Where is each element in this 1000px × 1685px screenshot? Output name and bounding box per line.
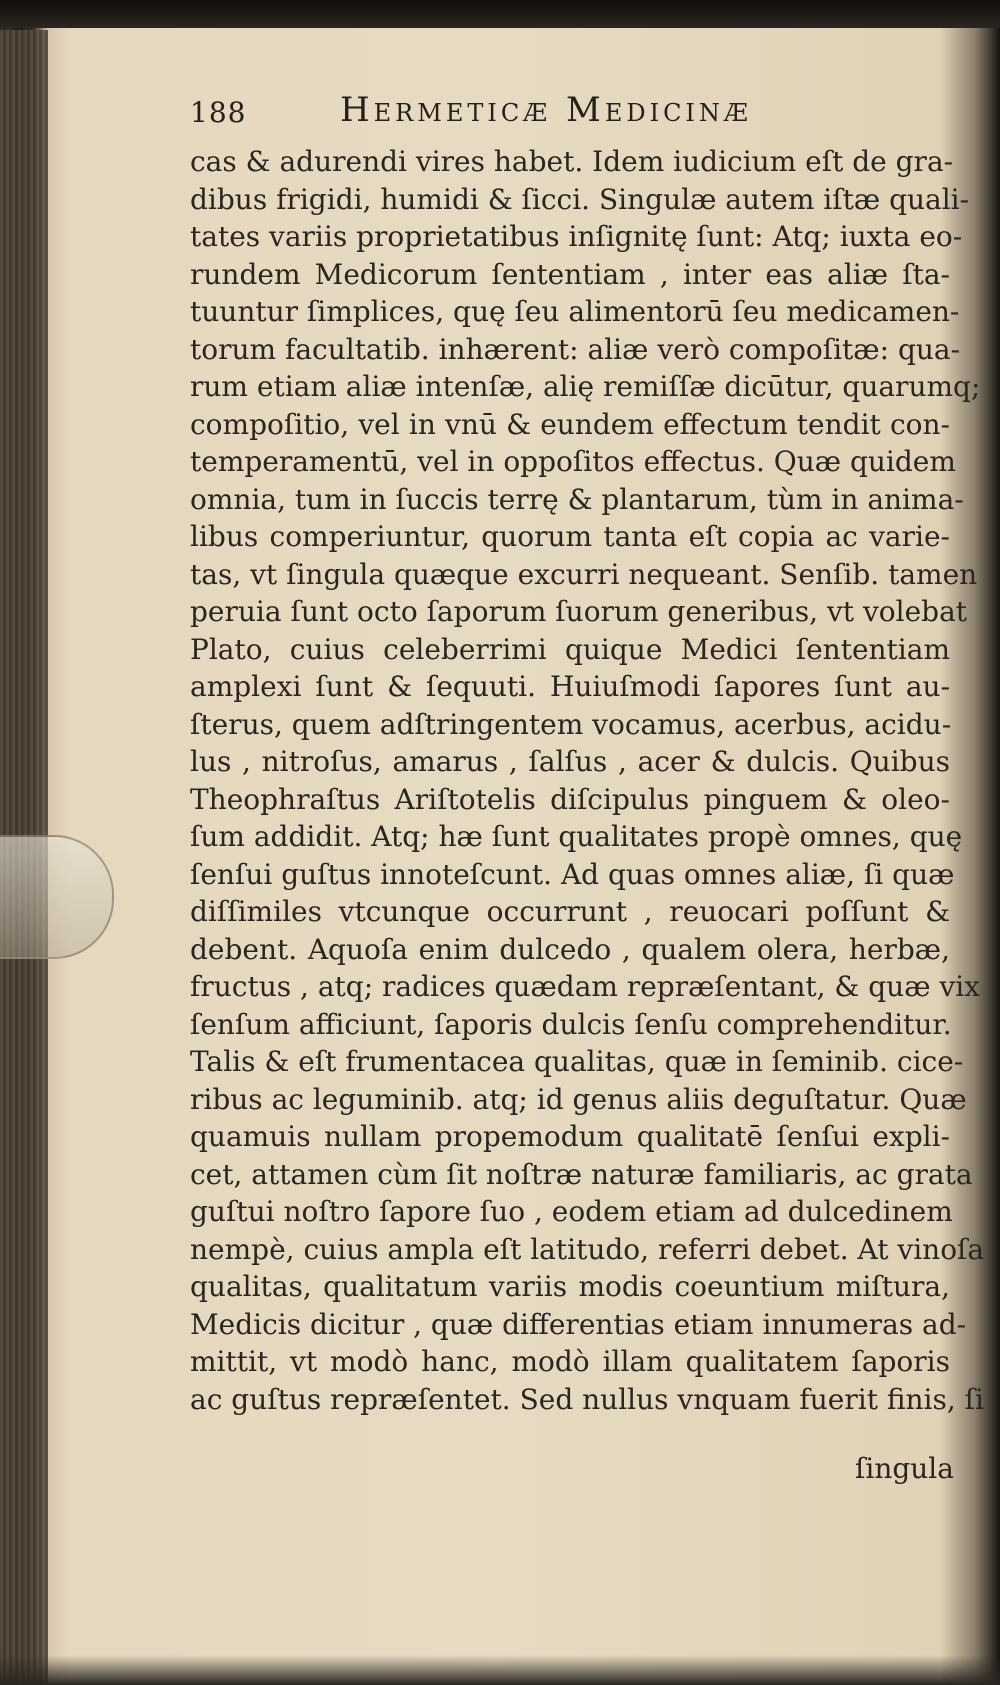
text-line: ſterus, quem adſtringentem vocamus, acerbus, acidu- xyxy=(190,707,952,741)
top-shadow xyxy=(0,0,1000,28)
text-line: cas & adurendi vires habet. Idem iudicium eſt de gra- xyxy=(190,145,954,178)
text-line: mittit, vt modò hanc, modò illam qualitatem ſaporis xyxy=(190,1345,950,1378)
text-line: tas, vt ſingula quæque excurri nequeant. Senſib. tamen xyxy=(190,557,978,591)
text-line: rundem Medicorum ſententiam , inter eas aliæ ſta- xyxy=(190,257,950,291)
text-line: peruia ſunt octo ſaporum ſuorum generibus, vt volebat xyxy=(190,595,968,628)
text-line: tates variis proprietatibus inſignitę ſunt: Atq; iuxta eo- xyxy=(190,220,963,253)
text-line: compoſitio, vel in vnū & eundem effectum tendit con- xyxy=(190,407,950,441)
text-line: Plato, cuius celeberrimi quique Medici ſententiam xyxy=(190,632,950,666)
text-line: omnia, tum in ſuccis terrę & plantarum, tùm in anima- xyxy=(190,482,964,516)
running-title: Hermeticæ Medicinæ xyxy=(340,90,752,130)
text-line: ac guſtus repræſentet. Sed nullus vnquam fuerit finis, ſi xyxy=(190,1382,984,1416)
bottom-shadow xyxy=(0,1655,1000,1685)
text-line: nempè, cuius ampla eſt latitudo, referri debet. At vinoſa xyxy=(190,1232,985,1266)
text-line: libus comperiuntur, quorum tanta eſt copia ac varie- xyxy=(190,520,950,553)
text-line: dibus frigidi, humidi & ſicci. Singulæ autem iſtæ quali- xyxy=(190,182,970,216)
text-line: lus , nitroſus, amarus , ſalſus , acer & dulcis. Quibus xyxy=(190,745,950,778)
text-line: ribus ac leguminib. atq; id genus aliis deguſtatur. Quæ xyxy=(190,1082,967,1116)
text-line: ſenſum afficiunt, ſaporis dulcis ſenſu comprehenditur. xyxy=(190,1007,952,1041)
text-line: Medicis dicitur , quæ differentias etiam innumeras ad- xyxy=(190,1307,967,1341)
text-line: tuuntur ſimplices, quę ſeu alimentorū ſeu medicamen- xyxy=(190,295,960,328)
text-line: temperamentū, vel in oppoſitos effectus. Quæ quidem xyxy=(190,445,956,478)
catchword: ſingula xyxy=(855,1452,954,1485)
text-line: Theophraſtus Ariſtotelis diſcipulus pinguem & oleo- xyxy=(190,782,950,816)
text-line: Talis & eſt frumentacea qualitas, quæ in ſeminib. cice- xyxy=(190,1045,964,1078)
text-line: cet, attamen cùm ſit noſtræ naturæ familiaris, ac grata xyxy=(190,1157,973,1191)
text-line: guſtui noſtro ſapore ſuo , eodem etiam ad dulcedinem xyxy=(190,1195,953,1228)
text-line: rum etiam aliæ intenſæ, alię remiſſæ dicūtur, quarumq; xyxy=(190,370,981,403)
text-line: ſum addidit. Atq; hæ ſunt qualitates propè omnes, quę xyxy=(190,820,963,853)
text-line: debent. Aquoſa enim dulcedo , qualem olera, herbæ, xyxy=(190,932,950,966)
text-line: amplexi ſunt & ſequuti. Huiuſmodi ſapores ſunt au- xyxy=(190,670,950,703)
text-line: quamuis nullam propemodum qualitatē ſenſui expli- xyxy=(190,1120,950,1153)
page-clip xyxy=(0,835,114,959)
text-line: qualitas, qualitatum variis modis coeuntium miſtura, xyxy=(190,1270,950,1303)
text-line: diſſimiles vtcunque occurrunt , reuocari poſſunt & xyxy=(190,895,950,928)
text-line: fructus , atq; radices quædam repræſentant, & quæ vix xyxy=(190,970,980,1003)
page-header xyxy=(190,90,850,140)
page-number: 188 xyxy=(190,96,247,129)
body-text xyxy=(190,143,985,1418)
text-line: torum facultatib. inhærent: aliæ verò compoſitæ: qua- xyxy=(190,332,961,366)
text-line: ſenſui guſtus innoteſcunt. Ad quas omnes aliæ, ſi quæ xyxy=(190,857,955,891)
